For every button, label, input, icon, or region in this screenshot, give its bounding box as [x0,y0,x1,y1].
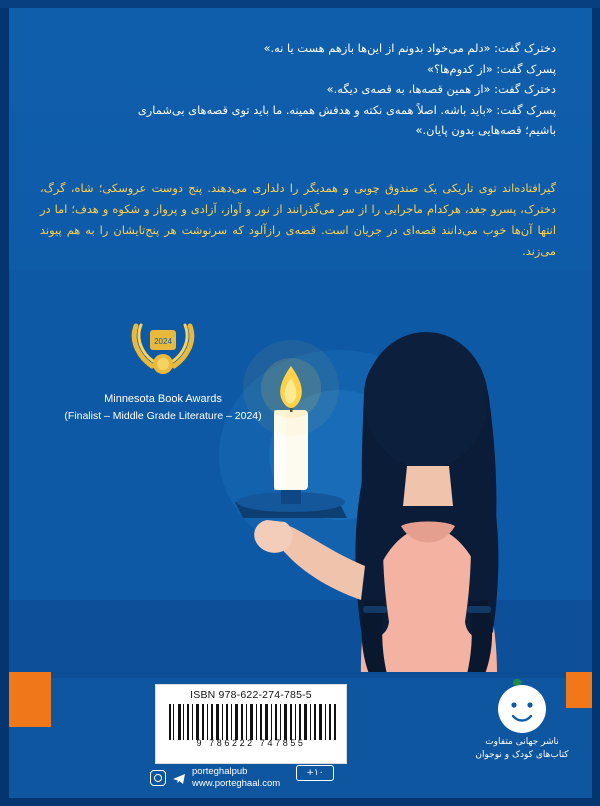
frame-edge-bottom [0,798,600,806]
barcode [165,704,337,748]
telegram-icon[interactable] [172,771,186,785]
synopsis-text: گیرافتاده‌اند توی تاریکی یک صندوق چوبی و همدیگر را دلداری می‌دهند. پنج دوست عروسکی؛ شاه، گرگ، دخترک، پسرو جغد، هرکدام ماجرایی را از سر می‌گذرانند از نور و آواز، آزادی و پرواز و شکوه و هدف؛ اما در انتها آن‌ها خوب می‌دانند قصه‌ای در جریان است. قصه‌ی رازآلود که سرنوشت هر پنج‌تایشان را به هم پیوند می‌زند. [40,181,556,258]
quote-line-4: پسرک گفت: «باید باشه. اصلاً همه‌ی نکته و هدفش همینه. ما باید توی قصه‌های بی‌شماری [137,102,556,117]
award-title: Minnesota Book Awards [104,393,222,405]
quote-line-1: دخترک گفت: «دلم می‌خواد بدونم از این‌ها بازهم هست یا نه.» [263,41,556,55]
orange-corner-left [9,672,51,727]
publisher-logo [466,676,578,762]
porteghal-logo-icon [491,676,553,736]
instagram-icon[interactable] [150,770,166,786]
frame-edge-left [0,0,9,806]
isbn-barcode-box [155,684,347,764]
isbn-label: ISBN 978-622-274-785-5 [190,689,312,701]
social-website[interactable]: www.porteghaal.com [192,778,281,789]
award-subtitle: (Finalist – Middle Grade Literature – 2024) [64,410,262,422]
frame-edge-top [0,0,600,8]
quote-line-2: پسرک گفت: «از کدوم‌ها؟» [427,61,556,76]
publisher-tagline-1: ناشر جهانی متفاوت [485,737,559,747]
quote-block [40,38,556,141]
synopsis-block [40,178,556,262]
social-handle[interactable]: porteghalpub [192,766,248,777]
frame-edge-right [592,0,600,806]
svg-text:2024: 2024 [154,337,172,346]
quote-line-5: باشیم؛ قصه‌هایی بدون پایان.» [415,123,556,137]
barcode-bars [165,704,337,740]
quote-line-3: دخترک گفت: «از همین قصه‌ها، به قصه‌ی دیگه.» [326,82,556,96]
award-badge [48,320,278,425]
award-medal-icon [126,320,200,382]
publisher-tagline-2: کتاب‌های کودک و نوجوان [475,750,569,760]
age-badge: ۱۰+ [296,765,334,781]
barcode-digits: 9 786222 747855 [196,738,306,748]
